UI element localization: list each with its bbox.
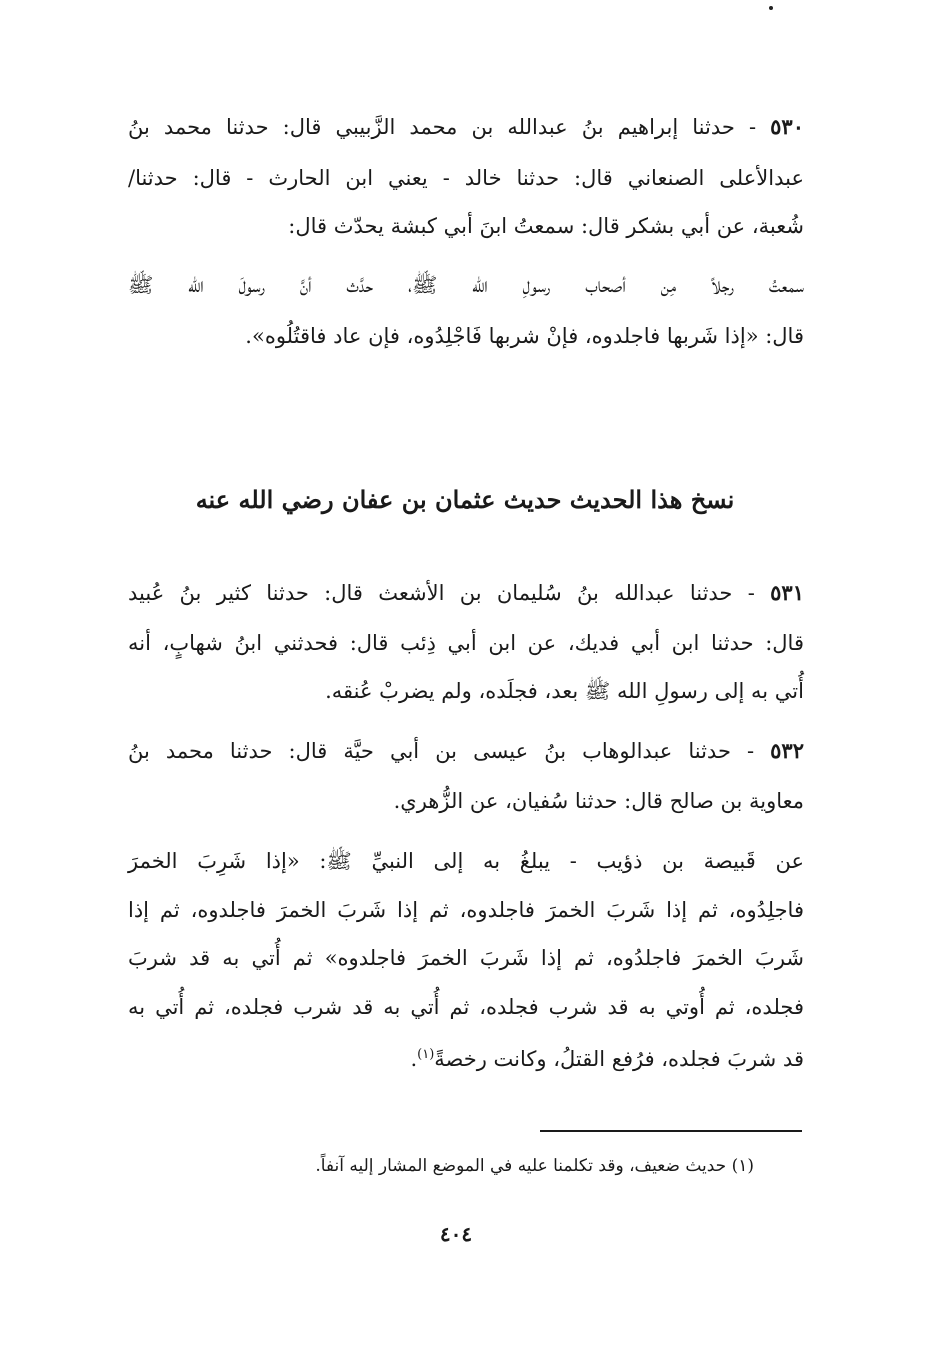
footnote-reference[interactable]: (١)	[417, 1047, 435, 1062]
hadith-532-period: .	[410, 1047, 418, 1071]
page-number: ٤٠٤	[439, 1222, 473, 1246]
hadith-532-line-5: شَربَ الخمرَ فاجلدُوه، ثم إذا شَربَ الخمرَ فاجلدوه» ثم أُتي به قد شربَ	[128, 946, 804, 970]
footnote-divider	[540, 1130, 802, 1132]
hadith-532-text-7: قد شربَ فجلده، فرُفع القتلُ، وكانت رخصةً	[434, 1047, 804, 1071]
hadith-532-line-6: فجلده، ثم أُوتي به قد شرب فجلده، ثم أُتي به قد شرب فجلده، ثم أُتي به	[128, 995, 804, 1019]
hadith-532-line-3: عن قَبيصة بن ذؤيب - يبلغُ به إلى النبيِّ ﷺ: «إذا شَرِبَ الخمرَ	[128, 849, 804, 873]
hadith-532-line-1	[128, 736, 804, 766]
hadith-532-line-2: معاوية بن صالح قال: حدثنا سُفيان، عن الزُّهري.	[393, 789, 804, 813]
hadith-531-text-1: - حدثنا عبدالله بنُ سُليمان بن الأشعث قال: حدثنا كثير بنُ عُبيد	[128, 581, 755, 605]
hadith-532-line-7	[128, 1040, 804, 1074]
hadith-531-line-3: أُتي به إلى رسولِ الله ﷺ بعد، فجلَده، ولم يضربْ عُنقه.	[325, 679, 804, 703]
hadith-532-number: ٥٣٢	[770, 738, 804, 763]
hadith-530-line-3: شُعبة، عن أبي بشكر قال: سمعتُ ابنَ أبي كبشة يحدّث قال:	[288, 214, 804, 238]
hadith-530-text-1: - حدثنا إبراهيم بنُ عبدالله بن محمد الزَّبيبي قال: حدثنا محمد بنُ	[128, 115, 757, 139]
hadith-531-line-1	[128, 578, 804, 608]
hadith-530-number: ٥٣٠	[770, 114, 804, 139]
hadith-531-line-2: قال: حدثنا ابن أبي فديك، عن ابن أبي ذِئب قال: فحدثني ابنُ شهابٍ، أنه	[128, 631, 804, 655]
hadith-530-line-1	[128, 112, 804, 142]
hadith-530-line-2: عبدالأعلى الصنعاني قال: حدثنا خالد - يعني ابن الحارث - قال: حدثنا/	[128, 166, 804, 190]
hadith-531-number: ٥٣١	[770, 580, 804, 605]
corner-mark	[769, 6, 773, 10]
hadith-532-text-1: - حدثنا عبدالوهاب بنُ عيسى بن أبي حيَّة قال: حدثنا محمد بنُ	[128, 739, 755, 763]
hadith-532-line-4: فاجلِدُوه، ثم إذا شَربَ الخمرَ فاجلدوه، ثم إذا شَربَ الخمرَ فاجلدوه، ثم إذا	[128, 898, 804, 922]
footnote-text: (١) حديث ضعيف، وقد تكلمنا عليه في الموضع المشار إليه آنفاً.	[315, 1156, 754, 1176]
hadith-530-line-4: سمعتُ رجلاً مِن أصحاب رسولِ الله ﷺ، حدَّث أنَّ رسولَ الله ﷺ	[128, 273, 804, 297]
section-heading: نسخ هذا الحديث حديث عثمان بن عفان رضي الله عنه	[195, 485, 735, 514]
hadith-530-line-5: قال: «إذا شَربها فاجلدوه، فإنْ شربها فَاجْلِدُوه، فإن عاد فاقتُلُوه».	[245, 324, 804, 348]
